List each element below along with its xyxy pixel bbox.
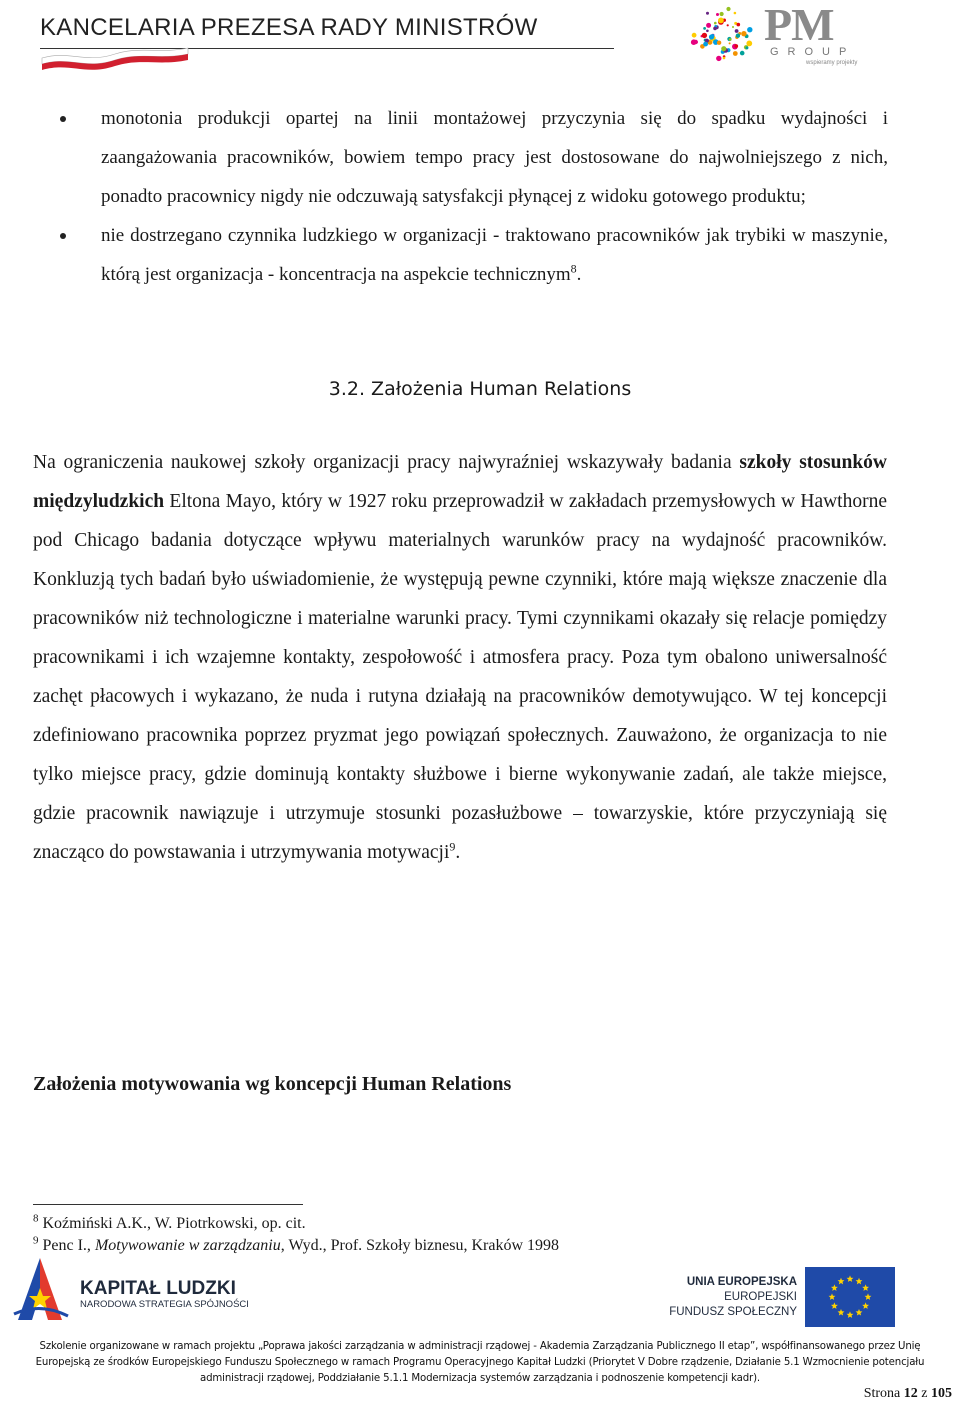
logo-dot xyxy=(706,23,711,28)
footnote-ref-8[interactable]: 8 xyxy=(570,261,577,276)
pm-logo-letters: PM xyxy=(764,0,834,50)
logo-dot xyxy=(727,24,729,26)
logo-dot xyxy=(703,42,708,47)
logo-dot xyxy=(691,39,697,45)
kapital-ludzki-logo-icon xyxy=(10,1254,70,1326)
kapital-ludzki-title: KAPITAŁ LUDZKI xyxy=(80,1278,236,1299)
logo-dot xyxy=(729,42,731,44)
page-label: Strona xyxy=(863,1386,901,1401)
logo-dot xyxy=(716,13,719,16)
bullet-tail: . xyxy=(576,264,582,285)
bullet-icon xyxy=(60,116,66,122)
paragraph-bold-term: szkoły stosunków międzyludzkich xyxy=(33,452,888,512)
logo-dot xyxy=(721,46,726,51)
footnote-number: 9 xyxy=(33,1234,39,1247)
logo-dot xyxy=(741,31,746,36)
kapital-ludzki-subtitle: NARODOWA STRATEGIA SPÓJNOŚCI xyxy=(80,1299,249,1310)
footnote-separator xyxy=(33,1204,303,1205)
logo-dot xyxy=(737,23,741,27)
logo-dot xyxy=(718,18,724,24)
body-paragraph xyxy=(33,443,887,872)
logo-dot xyxy=(735,44,739,48)
project-line-3: administracji rządowej, Poddziałanie 5.1.1 Modernizacja systemów zarządzania i podnoszenie kompetencji kadr). xyxy=(200,1373,760,1384)
logo-dot xyxy=(729,38,732,41)
project-line-1: Szkolenie organizowane w ramach projektu „Poprawa jakości zarządzania w administracji rządowej - Akademia Zarządzania Publicznego II etap”, współfinansowanego przez Unię xyxy=(39,1341,921,1352)
paragraph-tail: . xyxy=(455,842,461,863)
polish-flag-ribbon-icon xyxy=(40,42,190,70)
section-heading: 3.2. Założenia Human Relations xyxy=(328,378,632,400)
logo-dot xyxy=(706,30,709,33)
eu-fund-label xyxy=(660,1275,797,1320)
eu-flag-icon xyxy=(805,1267,895,1327)
project-funding-note xyxy=(0,1339,960,1387)
logo-dot xyxy=(733,51,738,56)
logo-dot xyxy=(713,27,717,31)
logo-dot xyxy=(735,29,739,33)
logo-dot xyxy=(711,34,714,37)
subheading: Założenia motywowania wg koncepcji Human Relations xyxy=(33,1073,512,1095)
footnote-8 xyxy=(33,1214,306,1234)
office-title: KANCELARIA PREZESA RADY MINISTRÓW xyxy=(40,14,538,41)
pm-logo-tagline: wspieramy projekty xyxy=(806,60,858,66)
bullet-list xyxy=(60,99,888,294)
logo-dot xyxy=(732,26,734,28)
page-number xyxy=(864,1386,952,1402)
footnote-number: 8 xyxy=(33,1212,39,1225)
pm-group-dots-logo-icon xyxy=(684,2,760,68)
footnote-text-before: Penc I., xyxy=(42,1237,95,1254)
footnote-book-title: Motywowanie w zarządzaniu xyxy=(94,1237,281,1254)
logo-dot xyxy=(720,12,724,16)
project-line-2: Europejską ze środków Europejskiego Funduszu Społecznego w ramach Programu Operacyjnego Kapitał Ludzki (Priorytet V Dobre rządzenie, Działanie 5.1 Wzmocnienie potencjału xyxy=(35,1357,925,1368)
footnote-text-after: , Wyd., Prof. Szkoły biznesu, Kraków 1998 xyxy=(280,1237,559,1254)
bullet-text: nie dostrzegano czynnika ludzkiego w organizacji - traktowano pracowników jak trybiki w maszynie, którą jest organizacja - koncentracja na aspekcie technicznym xyxy=(101,225,888,285)
bullet-icon xyxy=(60,233,66,239)
logo-dot xyxy=(706,12,709,15)
logo-dot xyxy=(734,12,737,15)
page-of: z xyxy=(921,1386,928,1401)
footnote-text: Koźmiński A.K., W. Piotrkowski, op. cit. xyxy=(42,1215,306,1232)
list-item xyxy=(60,99,888,216)
footnote-9 xyxy=(33,1236,559,1256)
logo-dot xyxy=(745,46,748,49)
logo-dot xyxy=(702,33,707,38)
logo-dot xyxy=(723,57,726,60)
bullet-text: monotonia produkcji opartej na linii montażowej przyczynia się do spadku wydajności i zaangażowania pracowników, bowiem tempo pracy jest dostosowane do najwolniejszego z nich, ponadto pracownicy nigdy nie odczuwają satysfakcji płynącej z widoku gotowego produktu; xyxy=(101,108,888,207)
logo-dot xyxy=(746,41,752,47)
logo-dot xyxy=(726,7,730,11)
page-total: 105 xyxy=(931,1386,952,1401)
eu-label-line-2: EUROPEJSKI xyxy=(724,1291,797,1303)
pm-logo-group: GROUP xyxy=(770,46,856,58)
footnote-ref-9[interactable]: 9 xyxy=(449,839,456,854)
logo-dot xyxy=(703,27,706,30)
logo-dot xyxy=(714,22,717,25)
paragraph-part-1: Na ograniczenia naukowej szkoły organizacji pracy najwyraźniej wskazywały badania xyxy=(33,452,740,473)
paragraph-part-2: Eltona Mayo, który w 1927 roku przeprowadził w zakładach przemysłowych w Hawthorne pod Chicago badania dotyczące wpływu materialnych warunków pracy na wydajność pracowników. Konkluzją tych badań było uświadomienie, że występują pewne czynniki, które mają większe znaczenie dla pracowników niż technologiczne i materialne warunki pracy. Tymi czynnikami okazały się relacje pomiędzy pracownikami i ich wzajemne kontakty, zespołowość i atmosfera pracy. Poza tym obalono uniwersalność zachęt płacowych i wykazano, że nuda i rutyna działają na pracowników demotywująco. W tej koncepcji zdefiniowano pracownika poprzez pryzmat jego powiązań społecznych. Zauważono, że organizacja to nie tylko miejsce pracy, gdzie dominują kontakty służbowe i bierne wykonywanie zadań, ale także miejsce, gdzie pracownik nawiązuje i utrzymuje stosunki pozasłużbowe – towarzyskie, które przyczyniają się znacząco do powstawania i utrzymywania motywacji xyxy=(33,491,887,863)
logo-dot xyxy=(716,56,721,61)
eu-label-line-3: FUNDUSZ SPOŁECZNY xyxy=(669,1306,797,1318)
logo-dot xyxy=(747,27,752,32)
page-current: 12 xyxy=(903,1386,918,1401)
logo-dot xyxy=(740,51,745,56)
logo-dot xyxy=(717,41,721,45)
logo-dot xyxy=(736,34,740,38)
logo-dot xyxy=(692,33,697,38)
eu-label-line-1: UNIA EUROPEJSKA xyxy=(686,1276,797,1288)
list-item xyxy=(60,216,888,294)
